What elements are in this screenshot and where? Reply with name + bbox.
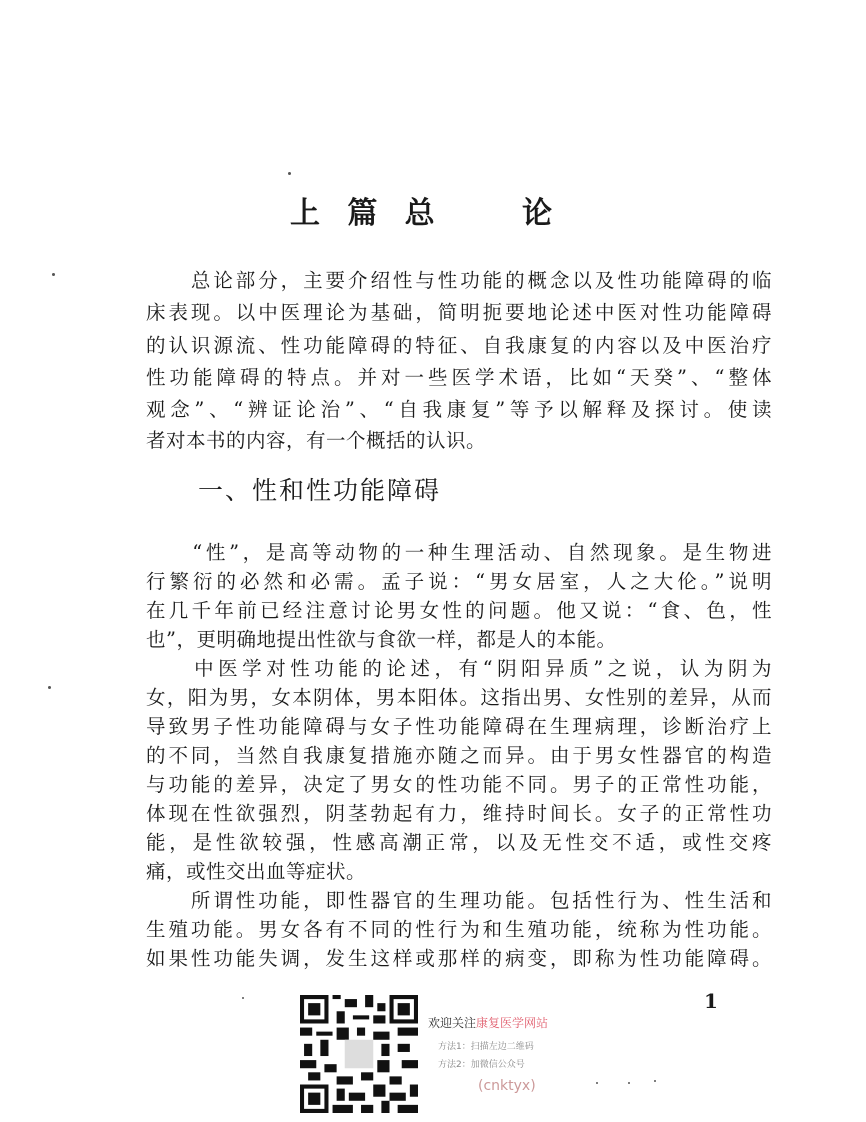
text-line: 的不同，当然自我康复措施亦随之而异。由于男女性器官的构造 — [146, 744, 772, 767]
text-line: 能，是性欲较强，性感高潮正常，以及无性交不适，或性交疼 — [146, 831, 772, 854]
scan-speck — [48, 686, 51, 689]
watermark-account: (cnktyx) — [478, 1078, 536, 1094]
scan-speck — [52, 273, 55, 276]
text-line: 体现在性欲强烈，阴茎勃起有力，维持时间长。女子的正常性功 — [146, 802, 772, 825]
text-line: 生殖功能。男女各有不同的性行为和生殖功能，统称为性功能。 — [146, 918, 772, 941]
watermark-method1: 方法1：扫描左边二维码 — [438, 1042, 534, 1052]
text-line: 如果性功能失调，发生这样或那样的病变，即称为性功能障碍。 — [146, 947, 772, 970]
text-line: 导致男子性功能障碍与女子性功能障碍在生理病理，诊断治疗上 — [146, 715, 772, 738]
watermark-method2: 方法2：加微信公众号 — [438, 1060, 525, 1070]
watermark-welcome: 欢迎关注康复医学网站 — [428, 1016, 549, 1030]
text-line: 的认识源流、性功能障碍的特征、自我康复的内容以及中医治疗 — [146, 334, 772, 357]
scan-speck — [288, 172, 291, 175]
text-line: 女，阳为男，女本阴体，男本阳体。这指出男、女性别的差异，从而 — [146, 686, 772, 709]
text-line: 观念”、“辨证论治”、“自我康复”等予以解释及探讨。使读 — [146, 398, 772, 421]
page-number: 1 — [704, 989, 718, 1013]
title-char: 论 — [521, 196, 552, 231]
scan-speck — [628, 1082, 630, 1084]
text-line: 者对本书的内容，有一个概括的认识。 — [146, 429, 487, 452]
qr-code-icon — [300, 995, 418, 1113]
section-heading: 一、性和性功能障碍 — [198, 476, 442, 505]
text-line: 中医学对性功能的论述，有“阴阳异质”之说，认为阴为 — [146, 657, 772, 680]
page-title — [290, 188, 552, 232]
title-char: 上 — [290, 196, 320, 231]
text-line: 总论部分，主要介绍性与性功能的概念以及性功能障碍的临 — [146, 269, 772, 292]
text-line: 在几千年前已经注意讨论男女性的问题。他又说：“食、色，性 — [146, 599, 772, 622]
title-char: 总 — [404, 196, 435, 231]
text-line: 床表现。以中医理论为基础，简明扼要地论述中医对性功能障碍 — [146, 301, 772, 324]
text-line: 痛，或性交出血等症状。 — [146, 860, 367, 883]
text-line: 性功能障碍的特点。并对一些医学术语，比如“天癸”、“整体 — [146, 366, 772, 389]
text-line: 行繁衍的必然和必需。孟子说：“男女居室，人之大伦。”说明 — [146, 570, 772, 593]
scan-speck — [242, 997, 244, 999]
text-line: 也”，更明确地提出性欲与食欲一样，都是人的本能。 — [146, 628, 617, 651]
title-char: 篇 — [347, 196, 378, 231]
scan-speck — [654, 1080, 656, 1082]
text-line: 所谓性功能，即性器官的生理功能。包括性行为、性生活和 — [146, 889, 772, 912]
text-line: “性”，是高等动物的一种生理活动、自然现象。是生物进 — [146, 541, 772, 564]
scan-speck — [596, 1082, 598, 1084]
text-line: 与功能的差异，决定了男女的性功能不同。男子的正常性功能， — [146, 773, 772, 796]
watermark-brand: 康复医学网站 — [476, 1016, 549, 1030]
